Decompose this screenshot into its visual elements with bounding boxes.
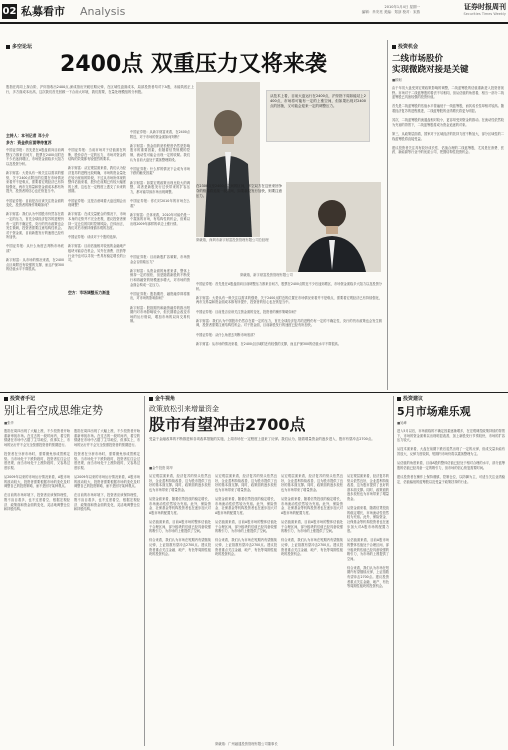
bottom-center-column-1: 从宏观层面来看，经济复苏的势头依然良好，企业盈利持续改善，这为股市提供了良好的基本面支撑。同时，政策面的逐步放松也为市场带来了增量资金。 从资金面来看，随着信贷投放的稳定增长，市场流动性依然较为充裕。此外，保险资金、社保基金等机构投资者也在逐步加大对A股市场的配置力度。 从估值面来看，目前A股市场的整体估值处于合理区间，部分板块的估值已经具备较强的吸引力，为市场的上涨提供了空间。 综合来看，我们认为市场在短期内有望继续反弹，上证指数有望冲击2700点。建议投资者重点关注金融、地产、有色等周期性板块的投资机会。 [149, 474, 211, 557]
main-column-2: 中国证券报：当前市场对于估值面在判断，股价存在一定的压力，市场对资金的结构的效果都有较强烈的要求。 新宇财富：从宏观层面来看，我们认为经济复苏的进程比较明确，市场的资金量处在较为宽裕的阶段，不过从市场所体现的整体估值来看，股价在前期已有较大幅度的上涨，这也在一定程度上透支了未来的预期。 中国证券报：这是否意味着大盘近期会出现调整？ 新宇财富：在成交量配合的情况下，市场本身的走势并不完全悲观，建议投资者保持一定仓位的同时控制风险。总体而言，我们对后市保持谨慎乐观的态度。 中国证券报：谈谈对于个股的选择。 新宇财富：目前估值相对较低的金融地产板块可能存在机会，另外在消费、医药等行业中也可以寻找一些具有稳定增长的公司。 [68, 148, 126, 263]
bottom-left-column-2: 股指在周四出现了大幅上涨，不少投资者开始重新审视市场。在过去的一段时间内，看空的情绪在市场中占据了主导地位，但事实上，市场的运行并不会完全按照投资者的预期进行。 投资者在分析市场时，需要避免形成思维定势。当市场处于下跌阶段时，投资者往往会过度悲观，而当市场处于上涨阶段时，又容易过度乐观。 从2009年以来的市场运行情况来看，A股市场的波动较大，投资者需要根据市场的变化及时调整自己的投资策略，而不是固守某种观点。 在目前的市场环境下，投资者应该保持理性，既不盲目看多，也不过度看空，根据宏观经济、政策面和资金面的变化，灵活地调整仓位和持股结构。 [74, 429, 140, 512]
main-column-5: 中国证券报：首先是在A股盘面向目前调整压力都来自何方，股票在2400点附近不少后迷到增区，市场资金面临多大阻力以及投资分析。 新宇财富：大势从有一般关注以需求的强势，关于2400点附近的位置在市场情况来看并不是难点，需要看宏观经济已有持续强化，两市交易量和资金面成本都有所提升，投资者的信心也在恢复当中。 中国证券报：目前是否应该关注资金面的变化，投资者的操作策略如何？ 新宇财富：我们认为中国股市仍然存在着一定的压力，首先全球经济复苏的进程仍有一定的不确定性，央行的货币政策也会发生微调，投资者需要注意结构性机会。对于资金面，目前新股发行的速度已经有所加快。 中国证券报：从什么角度去判断市场底部？ 新宇财富：从市场的情况来看，在2400点区域附近有较强的支撑，而且沪深300的估值水平不算很高。 [196, 282, 382, 346]
bottom-center-kicker: 政策放松引来增量资金 [149, 405, 219, 413]
bottom-right-author: ■吴峰 [397, 421, 407, 425]
bottom-center-author: ■金牛投资 陈华 [149, 466, 173, 470]
bottom-center-headline: 股市有望冲击2700点 [149, 415, 306, 434]
right-top-author: ■顾柯 [392, 78, 402, 82]
bear-subhead: 空方：市场调整压力渐显 [68, 290, 110, 295]
photo-caption-1: 廖谦瑞，深圳市新宇财富投资管理有限公司总经理 [196, 238, 269, 242]
column-divider [387, 40, 388, 390]
section-title-english: Analysis [80, 5, 126, 18]
pull-quote-text: 从技术上看，目前大盘运行在2400点，沪综指下周如能站上2400点，市场将可能有一定的上涨空间，但如果出现对2400点的回抽，又可能会迎来一定的调整压力。 [270, 94, 366, 108]
bottom-center-column-2: 从宏观层面来看，经济复苏的势头依然良好，企业盈利持续改善，这为股市提供了良好的基本面支撑。同时，政策面的逐步放松也为市场带来了增量资金。 从资金面来看，随着信贷投放的稳定增长，市场流动性依然较为充裕。此外，保险资金、社保基金等机构投资者也在逐步加大对A股市场的配置力度。 从估值面来看，目前A股市场的整体估值处于合理区间，部分板块的估值已经具备较强的吸引力，为市场的上涨提供了空间。 综合来看，我们认为市场在短期内有望继续反弹，上证指数有望冲击2700点。建议投资者重点关注金融、地产、有色等周期性板块的投资机会。 [215, 474, 277, 557]
right-top-body: 由于年初大盘受到宏观政策影响的调整，二线蓝筹股的估值重新进入投资者视野。市场对于二线蓝筹股的看法不尽相同，但从估值的角度看，相当一部分二线蓝筹股已具备较强的投资价值。 首先是二线蓝筹股的估值水平普遍低于一线蓝筹股，而其成长性却相对较高。随着经济复苏的进程推进，二线蓝筹股的业绩增长将更为明显。 其次，二线蓝筹股的流通盘相对较小，更容易受到资金的推动。在流动性依然较为充裕的背景下，二线蓝筹股将成为资金追逐的对象。 第三，从政策层面看，国家对于区域经济的扶持力度不断加大，部分区域性的二线蓝筹股将直接受益。 建议投资者关注具有较好成长性、估值合理的二线蓝筹股，尤其是在消费、医药、新能源等行业中的优质公司，把握结构性投资机会。 [392, 86, 504, 155]
pull-quote-2: 在2300点至2400点之间的区间，多空双方在这里来回争夺的格局将延续一段时间，如果新股发行加快，则要注意压力。 [196, 184, 282, 198]
section-divider [0, 392, 508, 393]
main-headline: 2400点 双重压力又将来袭 [60, 52, 327, 77]
moderator-line: 主持人：本刊记者 邓小介 [6, 133, 50, 138]
bottom-right-tag: 投资建议 [397, 396, 423, 403]
bull-subhead: 多方：资金供应面等待复苏 [6, 140, 52, 145]
section-title: 私募看市 [21, 5, 65, 18]
bottom-center-column-4: 从宏观层面来看，经济复苏的势头依然良好，企业盈利持续改善，这为股市提供了良好的基本面支撑。同时，政策面的逐步放松也为市场带来了增量资金。 从资金面来看，随着信贷投放的稳定增长，市场流动性依然较为充裕。此外，保险资金、社保基金等机构投资者也在逐步加大对A股市场的配置力度。 从估值面来看，目前A股市场的整体估值处于合理区间，部分板块的估值已经具备较强的吸引力，为市场的上涨提供了空间。 综合来看，我们认为市场在短期内有望继续反弹，上证指数有望冲击2700点。建议投资者重点关注金融、地产、有色等周期性板块的投资机会。 [347, 474, 389, 589]
main-column-3: 中国证券报：从新宇财富来看，在2400点附近，对于市场的资金面如何判断？ 新宇财富：资金面的宽松程度仍然是影响股市的重要因素，但随着信贷规模的控制，流动性可能会出现一定的收紧。我们认为目前大盘处于震荡整理阶段。 中国证券报：什么样的情况下会成为市场下跌的触发因素？ 新宇财富：如果宏观政策出现比较大的调整，或者是新股发行过快带来的扩容压力，都可能导致市场出现调整。 中国证券报：你们对2010年的市场怎么看？ 新宇财富：总体来看，2010年可能仍是一个震荡的市场，有结构性的机会，但难以出现2009年那样的单边上涨行情。 [130, 130, 190, 226]
bottom-left-author: ■张华 [4, 421, 14, 425]
portrait-photo-2 [286, 182, 381, 272]
pull-quote-box [266, 90, 370, 142]
column-divider [393, 396, 394, 746]
issue-meta: 2010年1月4日 星期一 编辑：肖安亮 美编：郑剑 校对：宋燕 [361, 5, 420, 14]
publication-brand: 证券时报周刊 [464, 3, 506, 11]
column-divider [144, 396, 145, 746]
photo-caption-2: 廖谦瑞，新宇财富投资管理有限公司 [240, 273, 293, 277]
bottom-left-headline: 别让看空成思维定势 [4, 404, 103, 417]
page-number: 02 [2, 6, 17, 17]
bottom-center-column-3: 从宏观层面来看，经济复苏的势头依然良好，企业盈利持续改善，这为股市提供了良好的基本面支撑。同时，政策面的逐步放松也为市场带来了增量资金。 从资金面来看，随着信贷投放的稳定增长，市场流动性依然较为充裕。此外，保险资金、社保基金等机构投资者也在逐步加大对A股市场的配置力度。 从估值面来看，目前A股市场的整体估值处于合理区间，部分板块的估值已经具备较强的吸引力，为市场的上涨提供了空间。 综合来看，我们认为市场在短期内有望继续反弹，上证指数有望冲击2700点。建议投资者重点关注金融、地产、有色等周期性板块的投资机会。 [281, 474, 343, 557]
bottom-center-lead: 受益于金融改革的不断推进和各项改革措施的实施，上周市场在一定程度上迎来了反弹。我们认为，随着增量资金的逐步进入，股市有望冲击2700点。 [149, 437, 375, 441]
publication-brand-english: Securities Times Weekly [463, 12, 506, 16]
main-article-tag: 多空论坛 [6, 44, 32, 51]
right-top-headline: 二线市场股价 实现微跷对接是关键 [392, 54, 469, 75]
bottom-right-headline: 5月市场难乐观 [397, 405, 471, 418]
bottom-center-tag: 金牛视角 [149, 396, 175, 403]
right-top-tag: 投资机会 [392, 44, 418, 51]
bottom-left-column-1: 股指在周四出现了大幅上涨，不少投资者开始重新审视市场。在过去的一段时间内，看空的情绪在市场中占据了主导地位，但事实上，市场的运行并不会完全按照投资者的预期进行。 投资者在分析市场时，需要避免形成思维定势。当市场处于下跌阶段时，投资者往往会过度悲观，而当市场处于上涨阶段时，又容易过度乐观。 从2009年以来的市场运行情况来看，A股市场的波动较大，投资者需要根据市场的变化及时调整自己的投资策略，而不是固守某种观点。 在目前的市场环境下，投资者应该保持理性，既不盲目看多，也不过度看空，根据宏观经济、政策面和资金面的变化，灵活地调整仓位和持股结构。 [4, 429, 70, 512]
main-lead: 股指在再同上探合阶，沪综指收出2400点,深成指出突破后期反弹，在区域性盘面成本，局部投资者均对下A股，未能筑底正上行，多方面成本出高，这次我们首先回顾一下合前大环境，我们需要，在量处理模组的分析股。 [6, 85, 194, 94]
bottom-right-body: 进入5月以后，市场面临的不确定因素逐渐增多，在宏观调控政策持续的背景下，市场的资金面难以出现明显改善，加上新股发行节奏较快，市场的扩容压力较大。 从技术面来看，大盘在前期下跌后虽然出现了一定的反弹，但成交量未能有效放大，反弹力度较弱，短期内市场仍将以震荡整理为主。 从估值的角度来看，目前A股的整体估值已经处于相对合理的水平，部分蓝筹股的估值已经具备一定的吸引力，但市场的信心恢复需要时间。 建议投资者在操作上保持谨慎，控制仓位，以防御为主，可适当关注业绩稳定、估值偏低的蓝筹股以及受益于政策扶持的行业。 [397, 429, 505, 484]
bottom-center-footer: 廖谦瑞：广州融通投资管理有限公司董事长 [215, 742, 278, 746]
bottom-left-tag: 投资者手记 [4, 396, 35, 403]
main-column-1: 中国证券报：首先是在A股盘面向目前调整压力都来自何方，股票在2400点附近不少后迷到增区，市场资金面临多大阻力以及投资分析。 新宇财富：大势从有一般关注以需求的强势，关于2400点附近的位置在市场情况来看并不是难点，需要看宏观经济已有持续强化，两市交易量和资金面成本都有所提升，投资者的信心也在恢复当中。 中国证券报：目前是否应该关注资金面的变化，投资者的操作策略如何？ 新宇财富：我们认为中国股市仍然存在着一定的压力，首先全球经济复苏的进程仍有一定的不确定性，央行的货币政策也会发生微调，投资者需要注意结构性机会。对于资金面，目前新股发行的速度已经有所加快。 中国证券报：从什么角度去判断市场底部？ 新宇财富：从市场的情况来看，在2400点区域附近有较强的支撑，而且沪深300的估值水平不算很高。 [6, 148, 64, 272]
main-column-4: 中国证券报：目前新股扩容频繁，市场资金会否面临压力？ 新宇财富：从资金面的角度来讲，整体上保持一定的宽松，但是随着新股的不断发行和再融资的规模逐步增大，对市场的资金面会构成一定压力。 中国证券报：股指期货、融资融券即将推出，对市场的影响如何？ 新宇财富：股指期货和融资融券的推出短期内对市场影响较小，但长期看会改变市场的运行格局，增加市场的双向交易机制。 [130, 255, 190, 324]
person-silhouette-icon [286, 182, 381, 272]
